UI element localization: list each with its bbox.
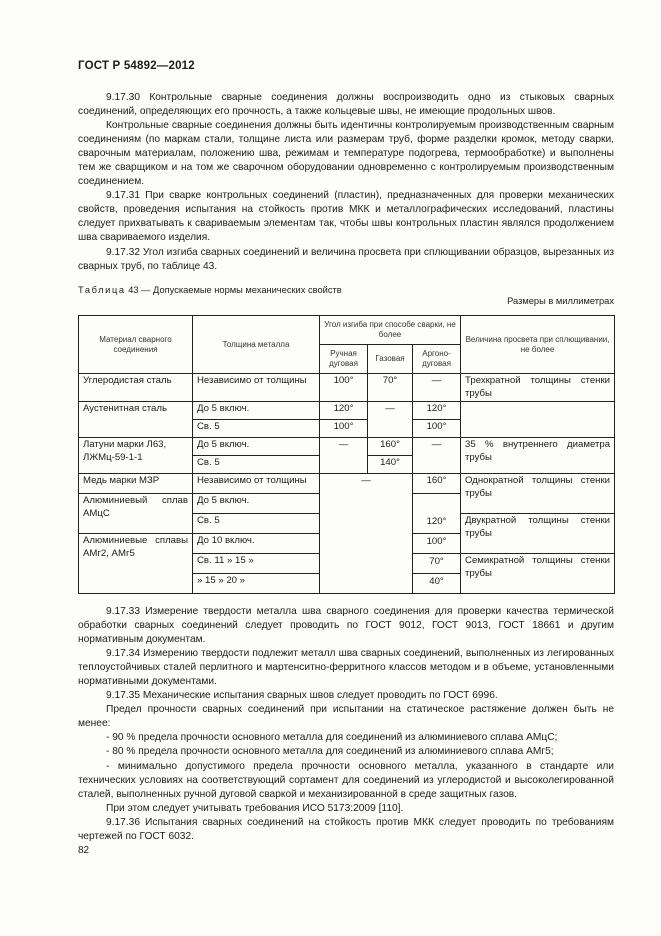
table-header-row <box>79 316 615 345</box>
cell-manual: 100° <box>320 374 368 402</box>
cell-material: Углеродистая сталь <box>79 374 193 402</box>
cell-divider <box>413 573 460 574</box>
cell-gap: Однократной толщины стенки трубы <box>461 474 615 514</box>
mechanical-properties-table <box>78 315 615 594</box>
page-header: ГОСТ Р 54892—2012 <box>78 60 195 72</box>
cell-material: Алюминиевый сплав АМцС <box>79 494 193 534</box>
header-manual-arc: Ручная дуговая <box>320 345 368 374</box>
cell-thickness: Св. 5 <box>193 514 320 534</box>
table-row <box>79 474 615 494</box>
cell-argon: 120° <box>426 516 447 527</box>
cell-gap: Двукратной толщины стенки трубы <box>461 514 615 554</box>
header-gas: Газовая <box>368 345 413 374</box>
cell-thickness: До 5 включ. <box>193 402 320 420</box>
list-item: - минимально допустимого предела прочности основного металла, указанного в стандарте или технических условиях на соответствующий сортамент для соединений из углеродистой и высоколегированной сталей, выполненных ручной дуговой сваркой и механизированной в среде защитных газов. <box>78 760 614 800</box>
cell-manual: 100° <box>320 420 368 438</box>
cell-argon: 160° <box>413 474 461 494</box>
paragraph-9-17-30: 9.17.30 Контрольные сварные соединения должны воспроизводить одно из стыковых сварных соединений, определяющих его прочность, а также кольцевые швы, не имеющие продольных швов. <box>78 92 614 118</box>
cell-divider <box>413 593 460 594</box>
cell-argon: 120° <box>413 402 461 420</box>
table-row <box>79 402 615 420</box>
cell-gap: Трехкратной толщины стенки трубы <box>461 374 615 402</box>
cell-manual: — <box>320 438 368 474</box>
cell-thickness: Св. 11 » 15 » <box>193 554 320 574</box>
cell-gas: — <box>368 402 413 438</box>
cell-thickness: До 10 включ. <box>193 534 320 554</box>
list-item: - 90 % предела прочности основного металла для соединений из алюминиевого сплава АМцС; <box>106 732 558 744</box>
cell-thickness: Независимо от толщины <box>193 374 320 402</box>
paragraph-9-17-31: 9.17.31 При сварке контрольных соединений (пластин), предназначенных для проверки механических свойств, проведения испытания на стойкость против МКК и металлографических исследований, пластины следует прихватывать к свариваемым элементам так, чтобы швы контрольных пластин являлся продолжением шва свариваемого изделия. <box>78 190 614 244</box>
cell-gas: 160° <box>368 438 413 456</box>
table-caption <box>78 285 342 295</box>
cell-gap: 35 % внутреннего диаметра трубы <box>461 438 615 474</box>
bottom-text-block <box>78 605 614 844</box>
cell-thickness: Св. 5 <box>193 456 320 474</box>
cell-divider <box>413 533 460 534</box>
cell-gap: Семикратной толщины стенки трубы <box>461 554 615 594</box>
header-gap: Величина просвета при сплющивании, не более <box>461 316 615 374</box>
cell-thickness: До 5 включ. <box>193 494 320 514</box>
cell-gap-empty <box>461 402 615 438</box>
header-material: Материал сварного соединения <box>79 316 193 374</box>
cell-thickness: Независимо от толщины <box>193 474 320 494</box>
paragraph-iso-requirement: При этом следует учитывать требования ИСО 5173:2009 [110]. <box>106 802 404 814</box>
paragraph-9-17-32: 9.17.32 Угол изгиба сварных соединений и величина просвета при сплющивании образцов, вырезанных из сварных труб, по таблице 43. <box>78 246 614 272</box>
table-row <box>79 374 615 402</box>
paragraph-tensile-strength: Предел прочности сварных соединений при испытании на статическое растяжение должен быть не менее: <box>78 704 614 730</box>
header-bend-angle: Угол изгиба при способе сварки, не более <box>320 316 461 345</box>
cell-material: Латуни марки Л63, ЛЖМц-59-1-1 <box>79 438 193 474</box>
table-row <box>79 438 615 456</box>
paragraph-9-17-36: 9.17.36 Испытания сварных соединений на стойкость против МКК следует проводить по требованиям чертежей по ГОСТ 6032. <box>78 816 614 842</box>
cell-material: Алюминиевые сплавы АМг2, АМг5 <box>79 534 193 594</box>
header-argon-arc: Аргоно-дуговая <box>413 345 461 374</box>
cell-argon: 70° <box>429 556 444 567</box>
cell-argon: 100° <box>426 536 447 547</box>
cell-material: Медь марки МЗР <box>79 474 193 494</box>
cell-argon: — <box>413 374 461 402</box>
cell-argon: 40° <box>429 576 444 587</box>
top-text-block <box>78 91 614 274</box>
table-caption-label: Таблица <box>78 285 126 295</box>
page-number: 82 <box>78 845 90 856</box>
table-caption-title: 43 — Допускаемые нормы механических свойств <box>125 285 342 295</box>
paragraph-9-17-33: 9.17.33 Измерение твердости металла шва сварного соединения для проверки качества термической обработки сварных соединений следует проводить по ГОСТ 9012, ГОСТ 9013, ГОСТ 18661 и другим нормативным документам. <box>78 606 614 646</box>
paragraph-9-17-35: 9.17.35 Механические испытания сварных швов следует проводить по ГОСТ 6996. <box>106 690 498 702</box>
cell-argon: — <box>413 438 461 474</box>
cell-gas: 70° <box>368 374 413 402</box>
list-item: - 80 % предела прочности основного металла для соединений из алюминиевого сплава АМг5; <box>106 746 554 758</box>
cell-gas: 140° <box>368 456 413 474</box>
cell-argon-empty <box>413 494 461 594</box>
cell-argon: 100° <box>413 420 461 438</box>
cell-manual: 120° <box>320 402 368 420</box>
cell-thickness: До 5 включ. <box>193 438 320 456</box>
paragraph-control-joints: Контрольные сварные соединения должны быть идентичны контролируемым производственным сварным соединениям (по маркам стали, толщине листа или размерам труб, форме разделки кромок, методу сварки, сварочным материалам, положению шва, режимам и температуре подогрева, термообработке) и выполнены тем же сварщиком и на том же сварочном оборудовании одновременно с контролируемым производственным соединением. <box>78 120 614 188</box>
cell-thickness: Св. 5 <box>193 420 320 438</box>
cell-manual-gas-merged: — <box>320 474 413 594</box>
table-units: Размеры в миллиметрах <box>507 296 614 306</box>
cell-divider <box>413 553 460 554</box>
cell-thickness: » 15 » 20 » <box>193 574 320 594</box>
header-thickness: Толщина металла <box>193 316 320 374</box>
cell-material: Аустенитная сталь <box>79 402 193 438</box>
paragraph-9-17-34: 9.17.34 Измерению твердости подлежит металл шва сварных соединений, выполненных из легированных теплоустойчивых сталей перлитного и мартенситно-ферритного классов методом и в объеме, установленными нормативными документами. <box>78 648 614 688</box>
